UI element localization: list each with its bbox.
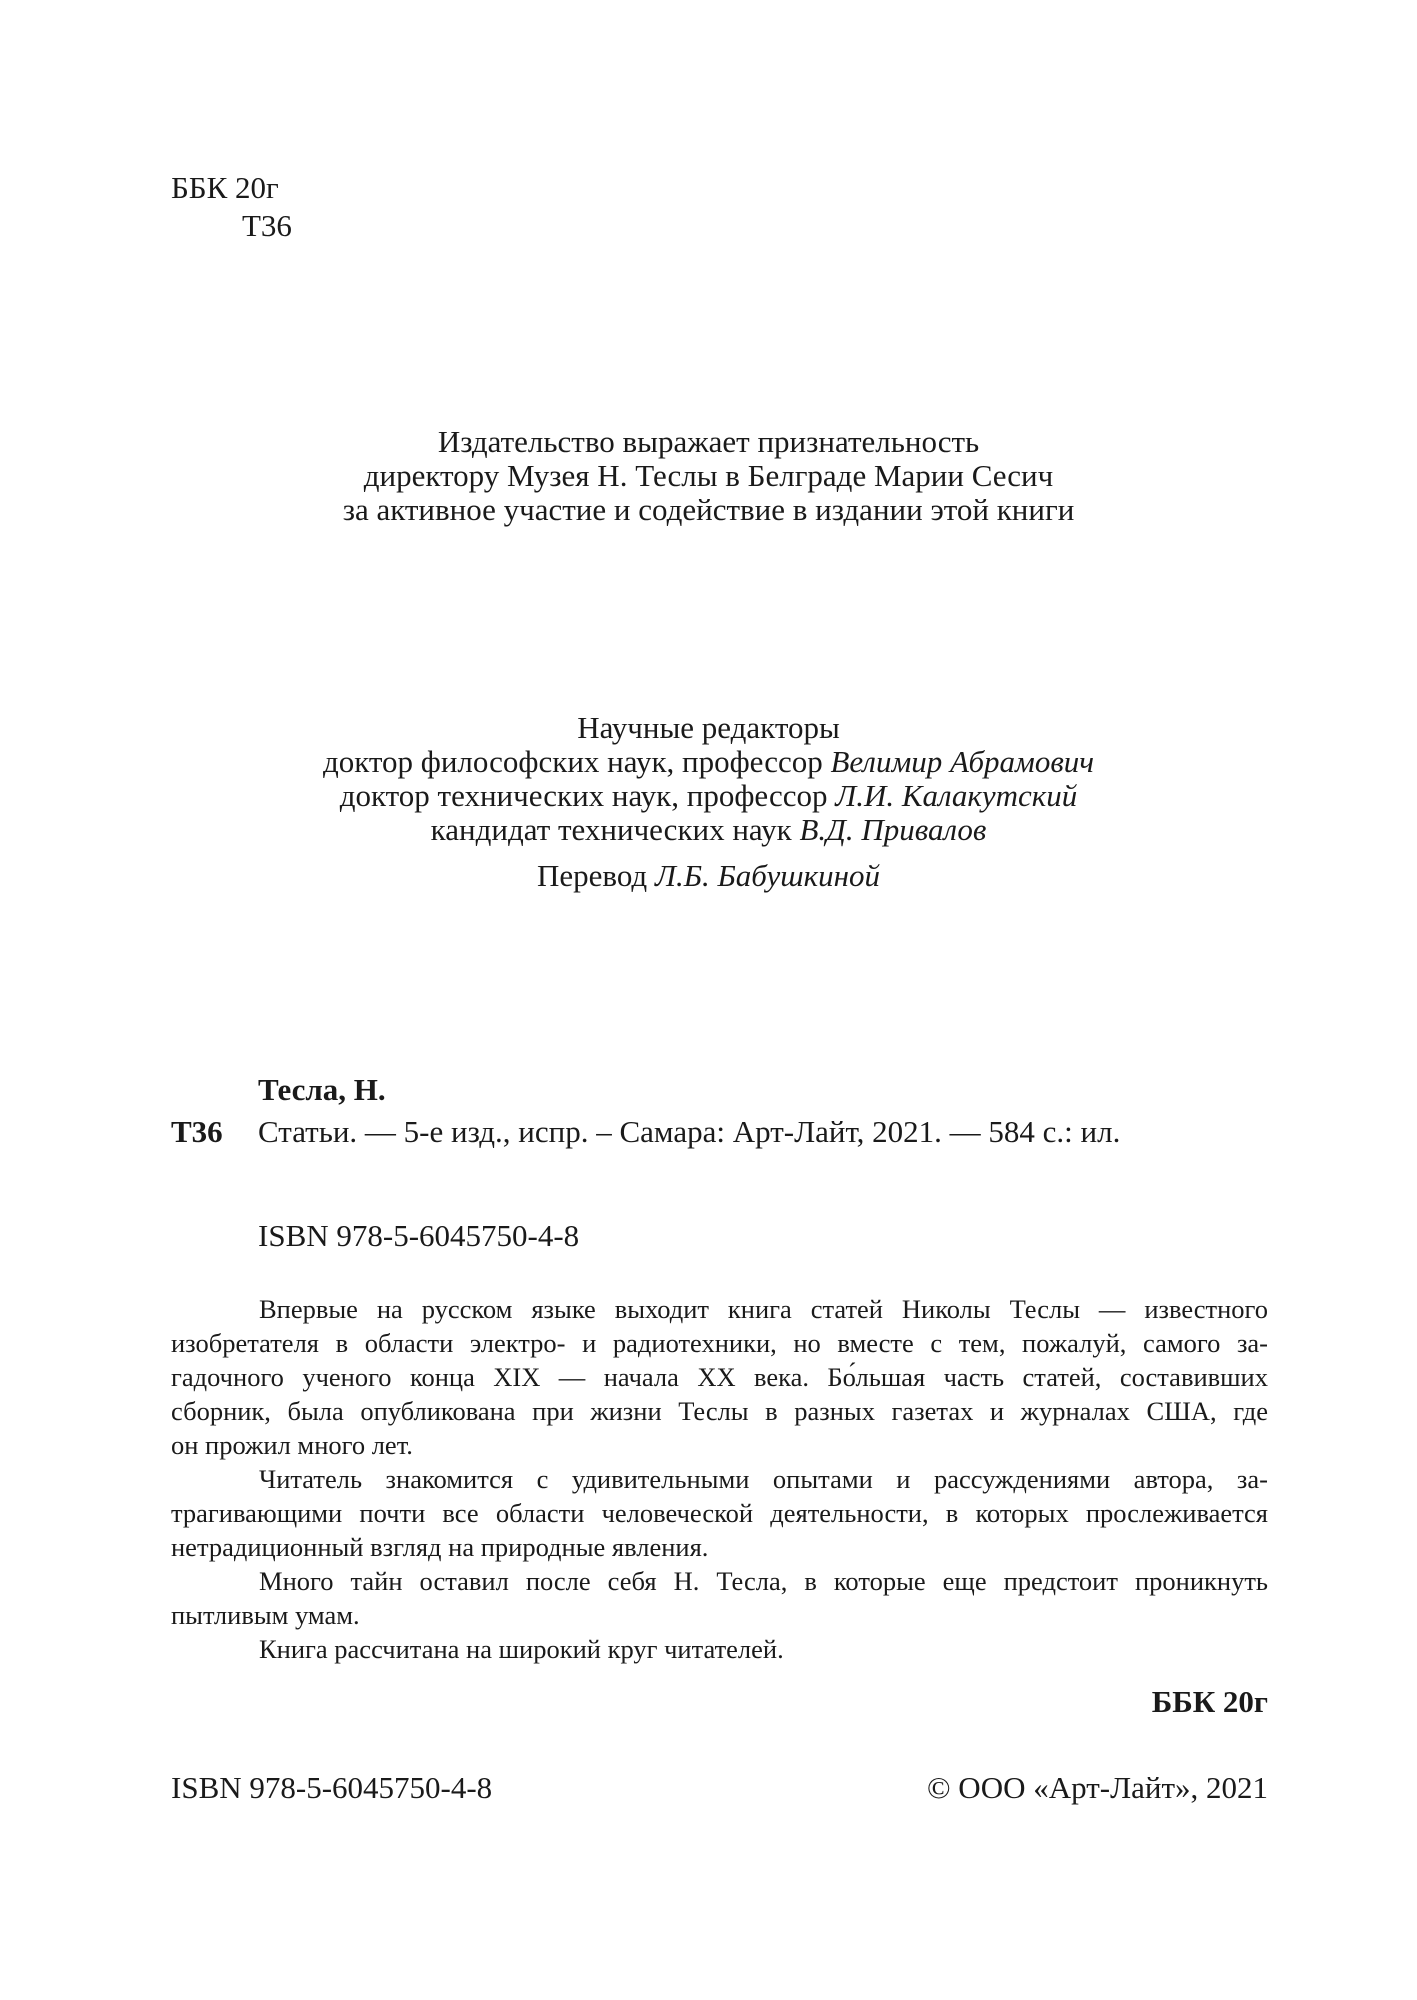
annotation-p2-line-3: нетрадиционный взгляд на природные явления.	[171, 1532, 709, 1562]
editor-1-name: Велимир Абрамович	[830, 744, 1095, 779]
editor-2	[0, 778, 1417, 814]
editors-heading: Научные редакторы	[577, 710, 840, 745]
editor-1-title: доктор философских наук, профессор	[322, 744, 823, 779]
editor-3-name: В.Д. Привалов	[799, 812, 987, 847]
acknowledgment-line-1: Издательство выражает признательность	[437, 424, 980, 459]
author-mark-top: Т36	[242, 208, 292, 243]
editor-1	[0, 744, 1417, 780]
annotation-p1-line-4: сборник, была опубликована при жизни Теслы в разных газетах и журналах США, где	[171, 1396, 1268, 1426]
annotation-p1-line-2: изобретателя в области электро- и радиотехники, но вместе с тем, пожалуй, самого за-	[171, 1328, 1268, 1358]
translator-name: Л.Б. Бабушкиной	[654, 858, 880, 893]
annotation-p3-line-2: пытливым умам.	[171, 1600, 360, 1630]
annotation-p1-line-5: он прожил много лет.	[171, 1430, 413, 1460]
editor-3-title: кандидат технических наук	[430, 812, 792, 847]
annotation-p1-line-3: гадочного ученого конца XIX — начала XX века. Бо́льшая часть статей, составивших	[171, 1362, 1268, 1392]
translation-credit	[0, 858, 1417, 894]
bbk-code-top: ББК 20г	[171, 170, 279, 205]
catalog-isbn: ISBN 978-5-6045750-4-8	[258, 1218, 580, 1253]
catalog-description: Статьи. — 5-е изд., испр. – Самара: Арт-Лайт, 2021. — 584 с.: ил.	[258, 1114, 1121, 1149]
footer-copyright: © ООО «Арт-Лайт», 2021	[927, 1770, 1268, 1805]
acknowledgment-line-2: директору Музея Н. Теслы в Белграде Марии Сесич	[363, 458, 1054, 493]
bbk-code-bottom: ББК 20г	[1151, 1684, 1268, 1719]
annotation-p4-line-1: Книга рассчитана на широкий круг читателей.	[259, 1634, 784, 1664]
annotation-p3-line-1: Много тайн оставил после себя Н. Тесла, в которые еще предстоит проникнуть	[259, 1566, 1268, 1596]
catalog-author: Тесла, Н.	[258, 1072, 386, 1107]
acknowledgment-line-3: за активное участие и содействие в издании этой книги	[342, 492, 1075, 527]
annotation-p2-line-2: трагивающими почти все области человеческой деятельности, в которых прослеживается	[171, 1498, 1268, 1528]
footer-isbn: ISBN 978-5-6045750-4-8	[171, 1770, 493, 1805]
annotation	[171, 1292, 1268, 1666]
catalog-mark: Т36	[171, 1114, 223, 1149]
editor-3	[0, 812, 1417, 848]
editor-2-title: доктор технических наук, профессор	[339, 778, 828, 813]
annotation-p2-line-1: Читатель знакомится с удивительными опытами и рассуждениями автора, за-	[259, 1464, 1268, 1494]
editor-2-name: Л.И. Калакутский	[835, 778, 1078, 813]
translation-label: Перевод	[536, 858, 648, 893]
annotation-p1-line-1: Впервые на русском языке выходит книга статей Николы Теслы — известного	[259, 1294, 1268, 1324]
